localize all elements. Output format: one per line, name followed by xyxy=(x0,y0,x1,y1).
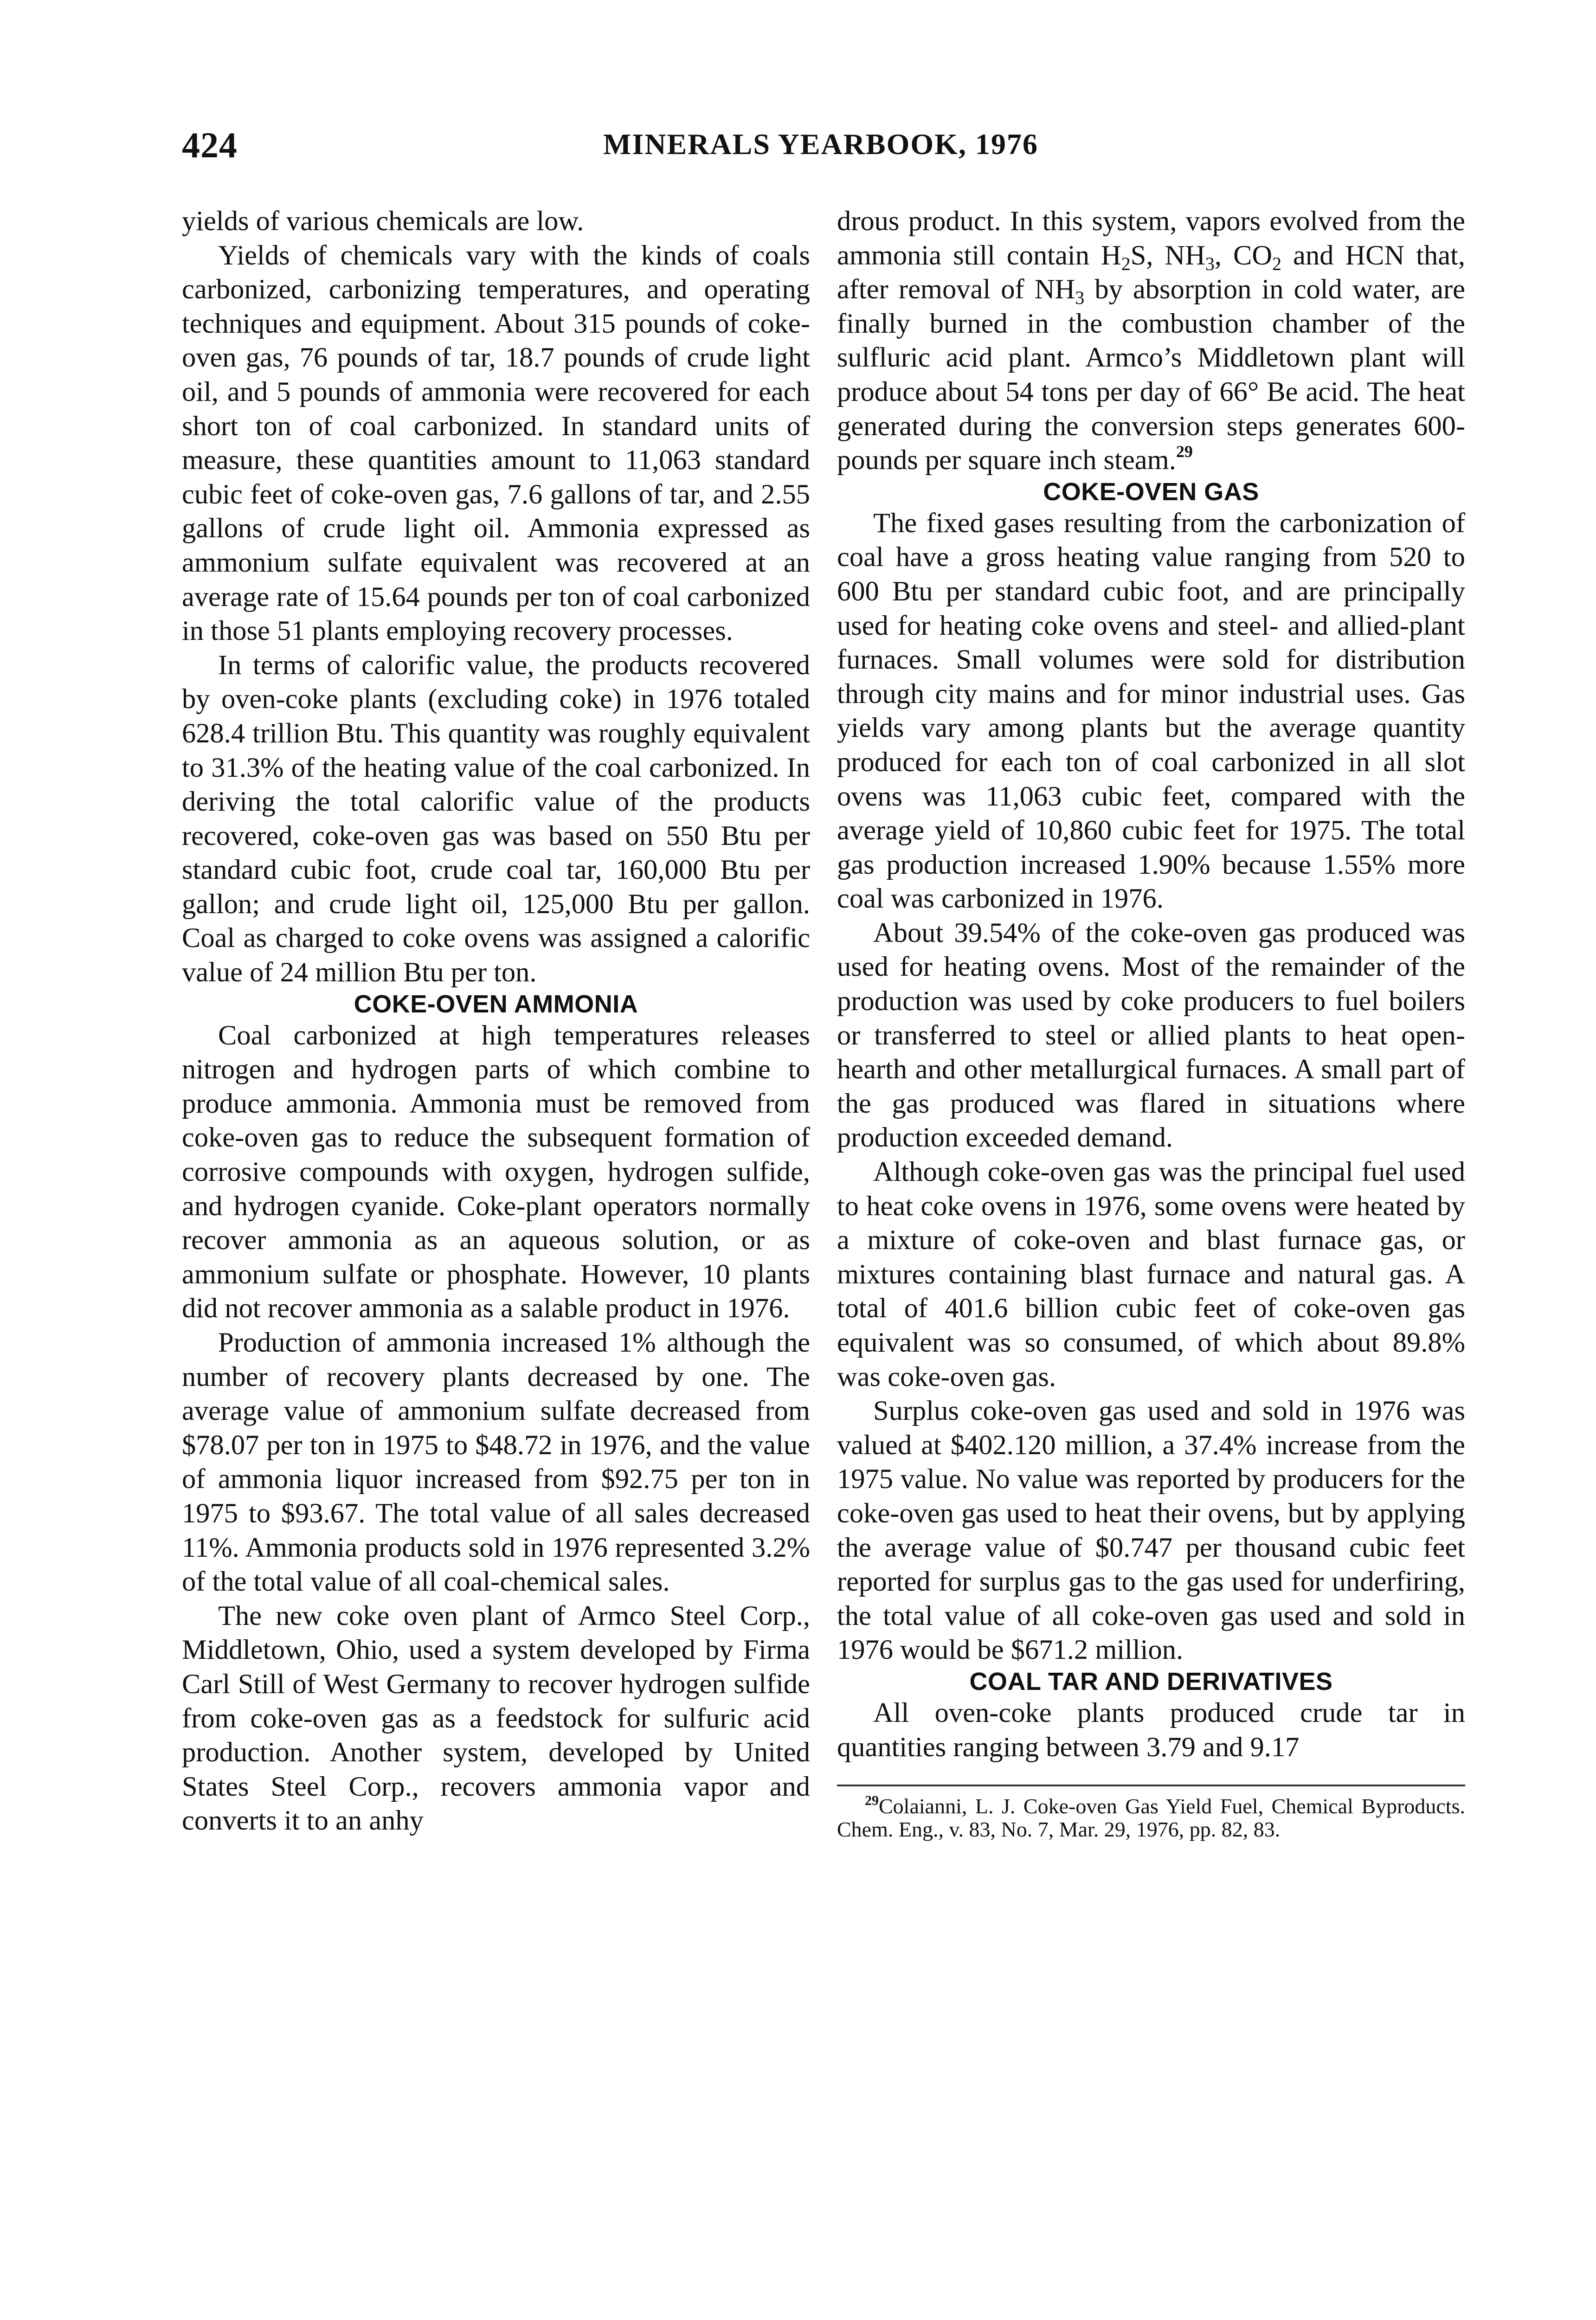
paragraph-continued: yields of various chemicals are low. xyxy=(182,206,584,237)
text-run: drous product. In this system, vapors evolved from the ammonia still contain H xyxy=(837,206,1465,271)
text-run: CO xyxy=(1233,239,1273,271)
text-run: by absorption in cold water, are finally burned in the combustion chamber of the sulfluric acid plant. Armco’s Middletown plant will produce about 54 tons per day of 66° Be acid. The heat generated during the conversion steps generates 600-pounds per square inch steam. xyxy=(837,274,1465,476)
paragraph-chemical-yields: Yields of chemicals vary with the kinds of coals carbonized, carbonizing temperatures, and operating techniques and equipment. About 315 pounds of coke-oven gas, 76 pounds of tar, 18.7 pounds of crude light oil, and 5 pounds of ammonia were recovered for each short ton of coal carbonized. In standard units of measure, these quantities amount to 11,063 standard cubic feet of coke-oven gas, 7.6 gallons of tar, and 2.55 gallons of crude light oil. Ammonia expressed as ammonium sulfate equivalent was recovered at an average rate of 15.64 pounds per ton of coal carbonized in those 51 plants employing recovery processes. xyxy=(182,239,810,647)
section-heading-coal-tar: COAL TAR AND DERIVATIVES xyxy=(969,1667,1333,1695)
paragraph-oven-heating-fuel: Although coke-oven gas was the principal fuel used to heat coke ovens in 1976, some ovens were heated by a mixture of coke-oven and blast furnace gas, or mixtures containing blast furnace and natural gas. A total of 401.6 billion cubic feet of coke-oven gas equivalent was so consumed, of which about 89.8% was coke-oven gas. xyxy=(837,1156,1465,1392)
footnote xyxy=(837,1795,1465,1841)
paragraph-gas-usage: About 39.54% of the coke-oven gas produced was used for heating ovens. Most of the remainder of the production was used by coke producers to fuel boilers or transferred to steel or allied plants to heat open-hearth and other metallurgical furnaces. A small part of the gas produced was flared in situations where production exceeded demand. xyxy=(837,917,1465,1154)
running-title: MINERALS YEARBOOK, 1976 xyxy=(603,128,1038,161)
subscript: 2 xyxy=(1272,253,1282,274)
paragraph-crude-tar: All oven-coke plants produced crude tar in quantities ranging between 3.79 and 9.17 xyxy=(837,1697,1465,1763)
text-run: and HCN that, after removal of xyxy=(837,239,1466,305)
footnote-text: Colaianni, L. J. Coke-oven Gas Yield Fuel, Chemical Byproducts. Chem. Eng., v. 83, No. 7, Mar. 29, 1976, pp. 82, 83. xyxy=(837,1794,1465,1842)
paragraph-armco-plant: The new coke oven plant of Armco Steel Corp., Middletown, Ohio, used a system developed by Firma Carl Still of West Germany to recover hydrogen sulfide from coke-oven gas as a feedstock for sulfuric acid production. Another system, developed by United States Steel Corp., recovers ammonia vapor and converts it to an anhy xyxy=(182,1600,810,1837)
text-run: NH xyxy=(1034,274,1075,305)
page-number: 424 xyxy=(182,125,238,165)
left-column xyxy=(182,204,810,1838)
paragraph-surplus-gas-value: Surplus coke-oven gas used and sold in 1976 was valued at $402.120 million, a 37.4% increase from the 1975 value. No value was reported by producers for the coke-oven gas used to heat their ovens, but by applying the average value of $0.747 per thousand cubic feet reported for surplus gas to the gas used for underfiring, the total value of all coke-oven gas used and sold in 1976 would be $671.2 million. xyxy=(837,1395,1465,1666)
text-run: NH xyxy=(1165,239,1205,271)
right-column xyxy=(837,204,1465,1841)
subscript: 3 xyxy=(1075,287,1085,309)
text-run: S, xyxy=(1130,239,1153,271)
section-heading-coke-oven-ammonia: COKE-OVEN AMMONIA xyxy=(354,990,638,1018)
section-heading-coke-oven-gas: COKE-OVEN GAS xyxy=(1043,477,1259,506)
subscript: 3 xyxy=(1205,253,1215,274)
running-head xyxy=(0,124,1596,166)
paragraph-anhydrous-product: drous product. In this system, vapors evolved from the ammonia still contain $H_2S$, $NH_3$, $CO_2$ and HCN that, after removal of $NH_3$ by absorption in cold water, are finally burned in the combustion chamber of the sulfluric acid plant. Armco’s Middletown plant will produce about 54 tons per day of 66° Be acid. The heat generated during the conversion steps generates 600-pounds per square inch steam.$^{29}$ xyxy=(837,206,1466,476)
paragraph-ammonia-recovery: Coal carbonized at high temperatures releases nitrogen and hydrogen parts of which combine to produce ammonia. Ammonia must be removed from coke-oven gas to reduce the subsequent formation of corrosive compounds with oxygen, hydrogen sulfide, and hydrogen cyanide. Coke-plant operators normally recover ammonia as an aqueous solution, or as ammonium sulfate or phosphate. However, 10 plants did not recover ammonia as a salable product in 1976. xyxy=(182,1019,810,1324)
subscript: 2 xyxy=(1121,253,1131,274)
paragraph-ammonia-production: Production of ammonia increased 1% although the number of recovery plants decreased by one. The average value of ammonium sulfate decreased from $78.07 per ton in 1975 to $48.72 in 1976, and the value of ammonia liquor increased from $92.75 per ton in 1975 to $93.67. The total value of all sales decreased 11%. Ammonia products sold in 1976 represented 3.2% of the total value of all coal-chemical sales. xyxy=(182,1327,810,1598)
footnote-reference: 29 xyxy=(1176,442,1193,461)
paragraph-fixed-gases: The fixed gases resulting from the carbonization of coal have a gross heating value ranging from 520 to 600 Btu per standard cubic foot, and are principally used for heating coke ovens and steel- and allied-plant furnaces. Small volumes were sold for distribution through city mains and for minor industrial uses. Gas yields vary among plants but the average quantity produced for each ton of coal carbonized in all slot ovens was 11,063 cubic feet, compared with the average yield of 10,860 cubic feet for 1975. The total gas production increased 1.90% because 1.55% more coal was carbonized in 1976. xyxy=(837,507,1465,915)
paragraph-calorific-value: In terms of calorific value, the products recovered by oven-coke plants (excluding coke) in 1976 totaled 628.4 trillion Btu. This quantity was roughly equivalent to 31.3% of the heating value of the coal carbonized. In deriving the total calorific value of the products recovered, coke-oven gas was based on 550 Btu per standard cubic foot, crude coal tar, 160,000 Btu per gallon; and crude light oil, 125,000 Btu per gallon. Coal as charged to coke ovens was assigned a calorific value of 24 million Btu per ton. xyxy=(182,649,810,988)
footnote-divider xyxy=(837,1785,1465,1786)
footnote-number: 29 xyxy=(865,1793,879,1809)
